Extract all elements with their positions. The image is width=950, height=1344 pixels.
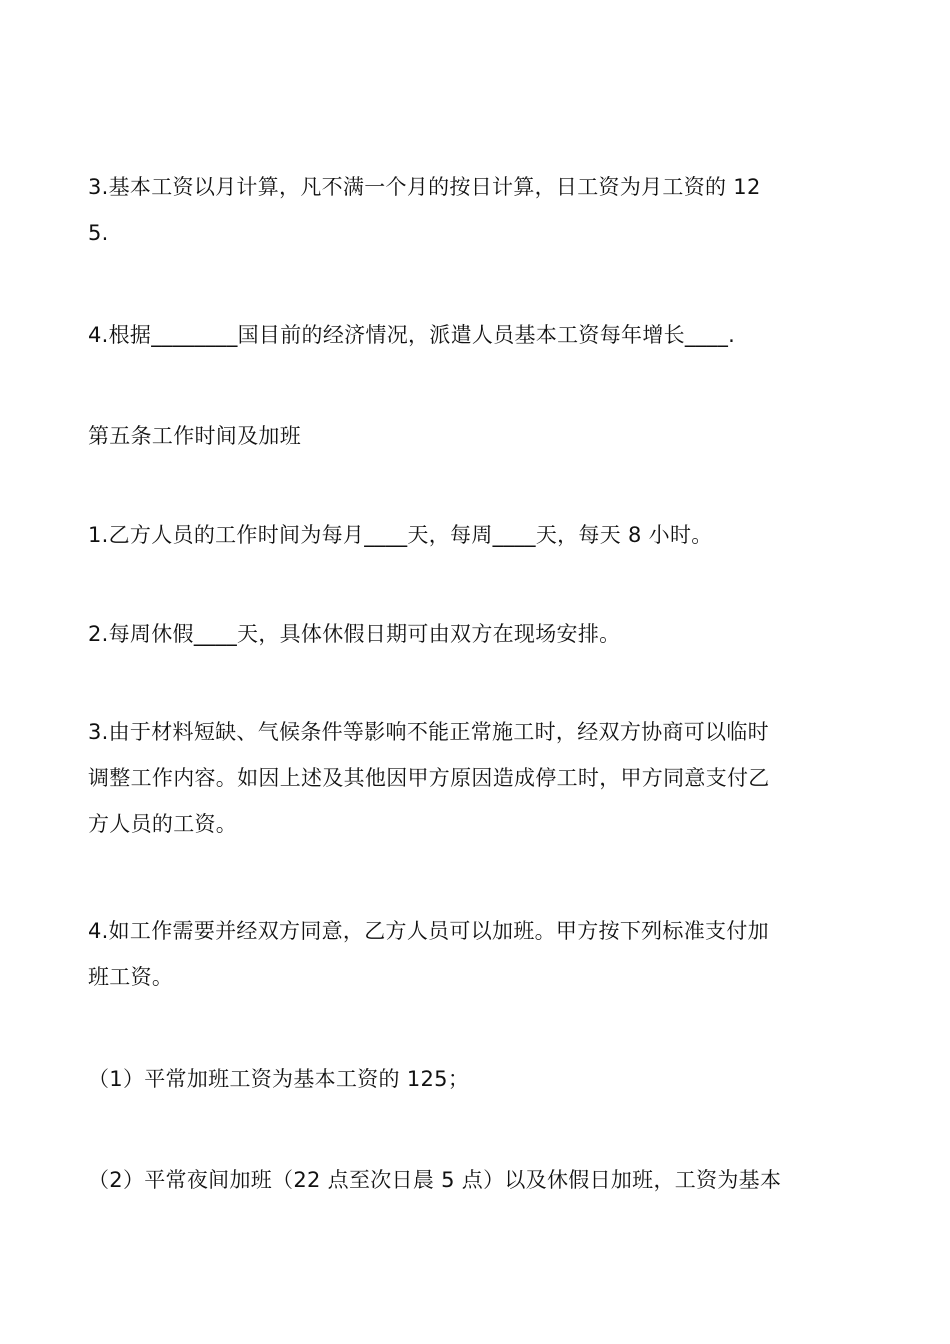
paragraph-basic-wage-calculation bbox=[88, 164, 868, 256]
text-line: 3.基本工资以月计算，凡不满一个月的按日计算，日工资为月工资的 12 bbox=[88, 175, 761, 199]
list-item-night-holiday-overtime bbox=[88, 1157, 868, 1203]
text-line: （2）平常夜间加班（22 点至次日晨 5 点）以及休假日加班，工资为基本 bbox=[88, 1168, 782, 1192]
paragraph-overtime bbox=[88, 908, 868, 1000]
paragraph-working-hours bbox=[88, 512, 868, 558]
text-line: 4.根据________国目前的经济情况，派遣人员基本工资每年增长____. bbox=[88, 323, 736, 347]
heading-text: 第五条工作时间及加班 bbox=[88, 424, 301, 448]
text-line: 2.每周休假____天，具体休假日期可由双方在现场安排。 bbox=[88, 622, 621, 646]
text-line: （1）平常加班工资为基本工资的 125； bbox=[88, 1067, 470, 1091]
list-item-normal-overtime bbox=[88, 1056, 868, 1102]
paragraph-weekly-rest bbox=[88, 611, 868, 657]
paragraph-work-stoppage bbox=[88, 709, 868, 847]
paragraph-wage-growth bbox=[88, 312, 868, 358]
section-heading-article-5 bbox=[88, 413, 868, 459]
text-line: 1.乙方人员的工作时间为每月____天，每周____天，每天 8 小时。 bbox=[88, 523, 713, 547]
text-line: 调整工作内容。如因上述及其他因甲方原因造成停工时，甲方同意支付乙 bbox=[88, 766, 770, 790]
text-line: 方人员的工资。 bbox=[88, 812, 238, 836]
text-line: 5. bbox=[88, 221, 109, 245]
text-line: 4.如工作需要并经双方同意，乙方人员可以加班。甲方按下列标准支付加 bbox=[88, 919, 769, 943]
text-line: 班工资。 bbox=[88, 965, 174, 989]
text-line: 3.由于材料短缺、气候条件等影响不能正常施工时，经双方协商可以临时 bbox=[88, 720, 769, 744]
